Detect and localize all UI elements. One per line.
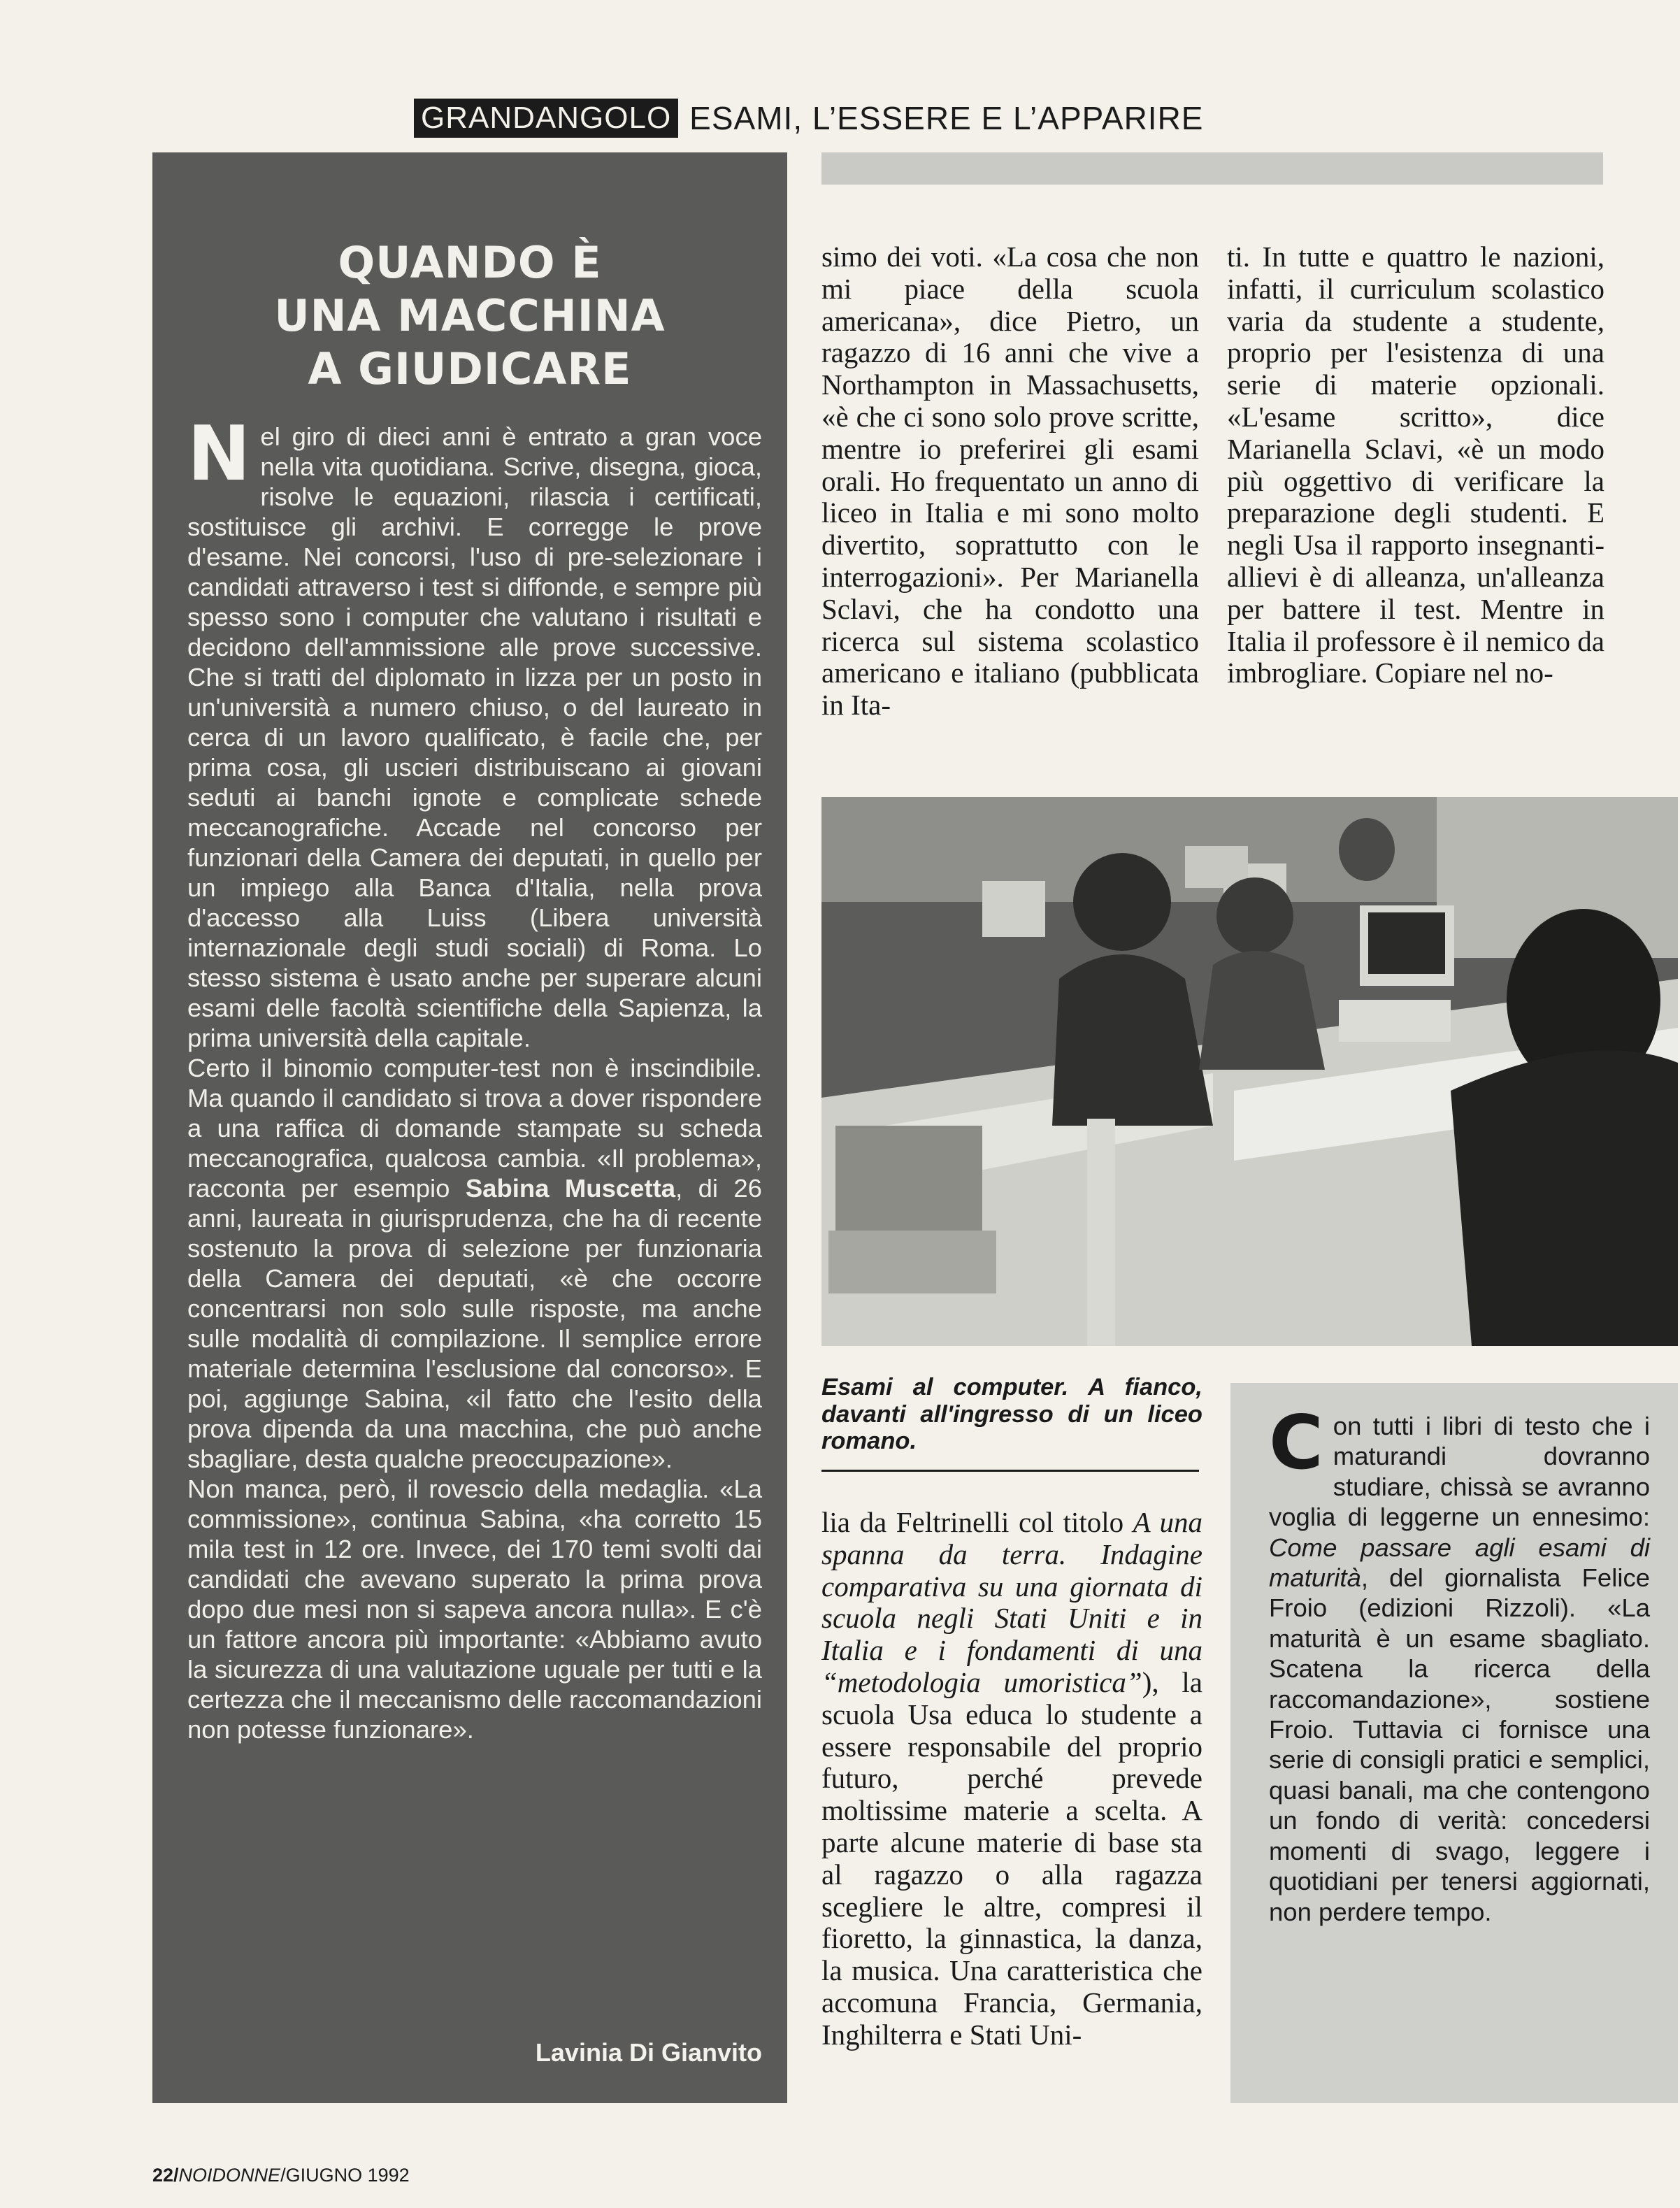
- sidebar-paragraph-text: Non manca, però, il rovescio della medaglia. «La commissione», continua Sabina, «ha corretto 15 mila test in 12 ore. Invece, dei 170 temi svolti dai candidati che avevano superato la prima prova dopo due mesi non si sapeva ancora nulla». E c'è un fattore ancora più importante: «Abbiamo avuto la sicurezza di una valutazione uguale per tutti e la certezza che il meccanismo delle raccomandazioni non potesse funzionare».: [187, 1475, 762, 1744]
- computer-lab-image: [821, 797, 1678, 1346]
- article-column-c: [821, 1507, 1202, 2051]
- byline: Lavinia Di Gianvito: [535, 2038, 762, 2067]
- issue-date: /GIUGNO 1992: [280, 2165, 410, 2186]
- highlight-name: Sabina Muscetta: [465, 1174, 676, 1203]
- sidebar-box: [152, 152, 787, 2103]
- column-text: [821, 1507, 1202, 2051]
- book-box: [1230, 1383, 1678, 2103]
- magazine-name: NOIDONNE: [178, 2165, 281, 2186]
- section-tag: GRANDANGOLO: [414, 99, 678, 138]
- book-box-body: [1269, 1400, 1650, 1927]
- page-header: [414, 98, 1204, 138]
- sidebar-paragraph-text: , di 26 anni, laureata in giurisprudenza, che ha di recente sostenuto la prova di selezione per funzionaria della Camera dei deputati, «è che occorre concentrarsi non solo sulle risposte, ma anche sulle modalità di compilazione. Il semplice errore materiale determina l'esclusione dal concorso». E poi, aggiunge Sabina, «il fatto che l'esito della prova dipenda da una macchina, che può anche sbagliare, desta qualche preoccupazione».: [187, 1174, 762, 1473]
- sidebar-title-line: QUANDO È: [338, 237, 602, 288]
- book-box-paragraph: [1269, 1400, 1650, 1927]
- column-text-rest: ), la scuola Usa educa lo studente a essere responsabile del proprio futuro, perché prevede moltissime materie a scelta. A parte alcune materie di base sta al ragazzo o alla ragazza scegliere le altre, compresi il fioretto, la ginnastica, la danza, la musica. Una caratteristica che accomuna Francia, Germania, Inghilterra e Stati Uni-: [821, 1665, 1202, 2051]
- column-text: simo dei voti. «La cosa che non mi piace della scuola americana», dice Pietro, un ragazzo di 16 anni che vive a Northampton in Massachusetts, «è che ci sono solo prove scritte, mentre io preferirei gli esami orali. Ho frequentato un anno di liceo in Italia e mi sono molto divertito, soprattutto con le interrogazioni». Per Marianella Sclavi, che ha condotto una ricerca sul sistema scolastico americano e italiano (pubblicata in Ita-: [821, 241, 1199, 722]
- sidebar-paragraph: [187, 1053, 762, 1474]
- drop-cap: N: [187, 410, 251, 498]
- page-title: ESAMI, L’ESSERE E L’APPARIRE: [689, 100, 1204, 136]
- book-box-text: on tutti i libri di testo che i maturandi dovranno studiare, chissà se avranno voglia di leggerne un ennesimo:: [1269, 1412, 1650, 1532]
- sidebar-paragraph-text: Certo il binomio computer-test non è inscindibile. Ma quando il candidato si trova a dover rispondere a una raffica di domande stampate su scheda meccanografica, qualcosa cambia. «Il problema», racconta per esempio: [187, 1054, 762, 1203]
- sidebar-title-line: UNA MACCHINA: [274, 290, 666, 341]
- top-grey-band: [821, 152, 1603, 185]
- caption-divider: [821, 1470, 1199, 1472]
- page-footer: [152, 2165, 410, 2186]
- article-column-a: [821, 241, 1199, 722]
- drop-cap: C: [1269, 1400, 1323, 1486]
- sidebar-body: [187, 410, 762, 1744]
- sidebar-title: [152, 236, 787, 396]
- book-box-text: , del giornalista Felice Froio (edizioni Rizzoli). «La maturità è un esame sbagliato. Scatena la ricerca della raccomandazione», sostiene Froio. Tuttavia ci fornisce una serie di consigli pratici e semplici, quasi banali, ma che contengono un fondo di verità: concedersi momenti di svago, leggere i quotidiani per tenersi aggiornati, non perdere tempo.: [1269, 1563, 1650, 1926]
- classroom-photo: [821, 797, 1678, 1346]
- photo-caption: Esami al computer. A fianco, davanti all'ingresso di un liceo romano.: [821, 1374, 1202, 1454]
- book-title: Come passare agli esami di maturità: [1269, 1533, 1650, 1593]
- article-column-b: [1227, 241, 1604, 689]
- column-text: ti. In tutte e quattro le nazioni, infatti, il curriculum scolastico varia da studente a studente, proprio per l'esistenza di una serie di materie opzionali. «L'esame scritto», dice Marianella Sclavi, «è un modo più oggettivo di verificare la preparazione degli studenti. E negli Usa il rapporto insegnanti-allievi è di alleanza, un'alleanza per battere il test. Mentre in Italia il professore è il nemico da imbrogliare. Copiare nel no-: [1227, 241, 1604, 689]
- sidebar-paragraph: [187, 410, 762, 1053]
- sidebar-paragraph-text: el giro di dieci anni è entrato a gran voce nella vita quotidiana. Scrive, disegna, gioca, risolve le equazioni, rilascia i certificati, sostituisce gli archivi. E corregge le prove d'esame. Nei concorsi, l'uso di pre-selezionare i candidati attraverso i test si diffonde, e sempre più spesso sono i computer che valutano i risultati e decidono dell'ammissione alle prove successive. Che si tratti del diplomato in lizza per un posto in un'università a numero chiuso, o del laureato in cerca di un lavoro qualificato, è facile che, per prima cosa, gli uscieri distribuiscano ai giovani seduti ai banchi ignote e complicate schede meccanografiche. Accade nel concorso per funzionari della Camera dei deputati, in quello per un impiego alla Banca d'Italia, nella prova d'accesso alla Luiss (Libera università internazionale degli studi sociali) di Roma. Lo stesso sistema è usato anche per superare alcuni esami delle facoltà scientifiche della Sapienza, la prima università della capitale.: [187, 422, 762, 1052]
- page-number: 22/: [152, 2165, 179, 2186]
- book-title: A una spanna da terra. Indagine comparativa su una giornata di scuola negli Stati Uniti e in Italia e i fondamenti di una “metodologia umoristica”: [821, 1506, 1203, 1698]
- sidebar-title-line: A GIUDICARE: [308, 343, 632, 394]
- sidebar-paragraph: [187, 1474, 762, 1744]
- column-text-lead: lia da Feltrinelli col titolo: [821, 1506, 1133, 1538]
